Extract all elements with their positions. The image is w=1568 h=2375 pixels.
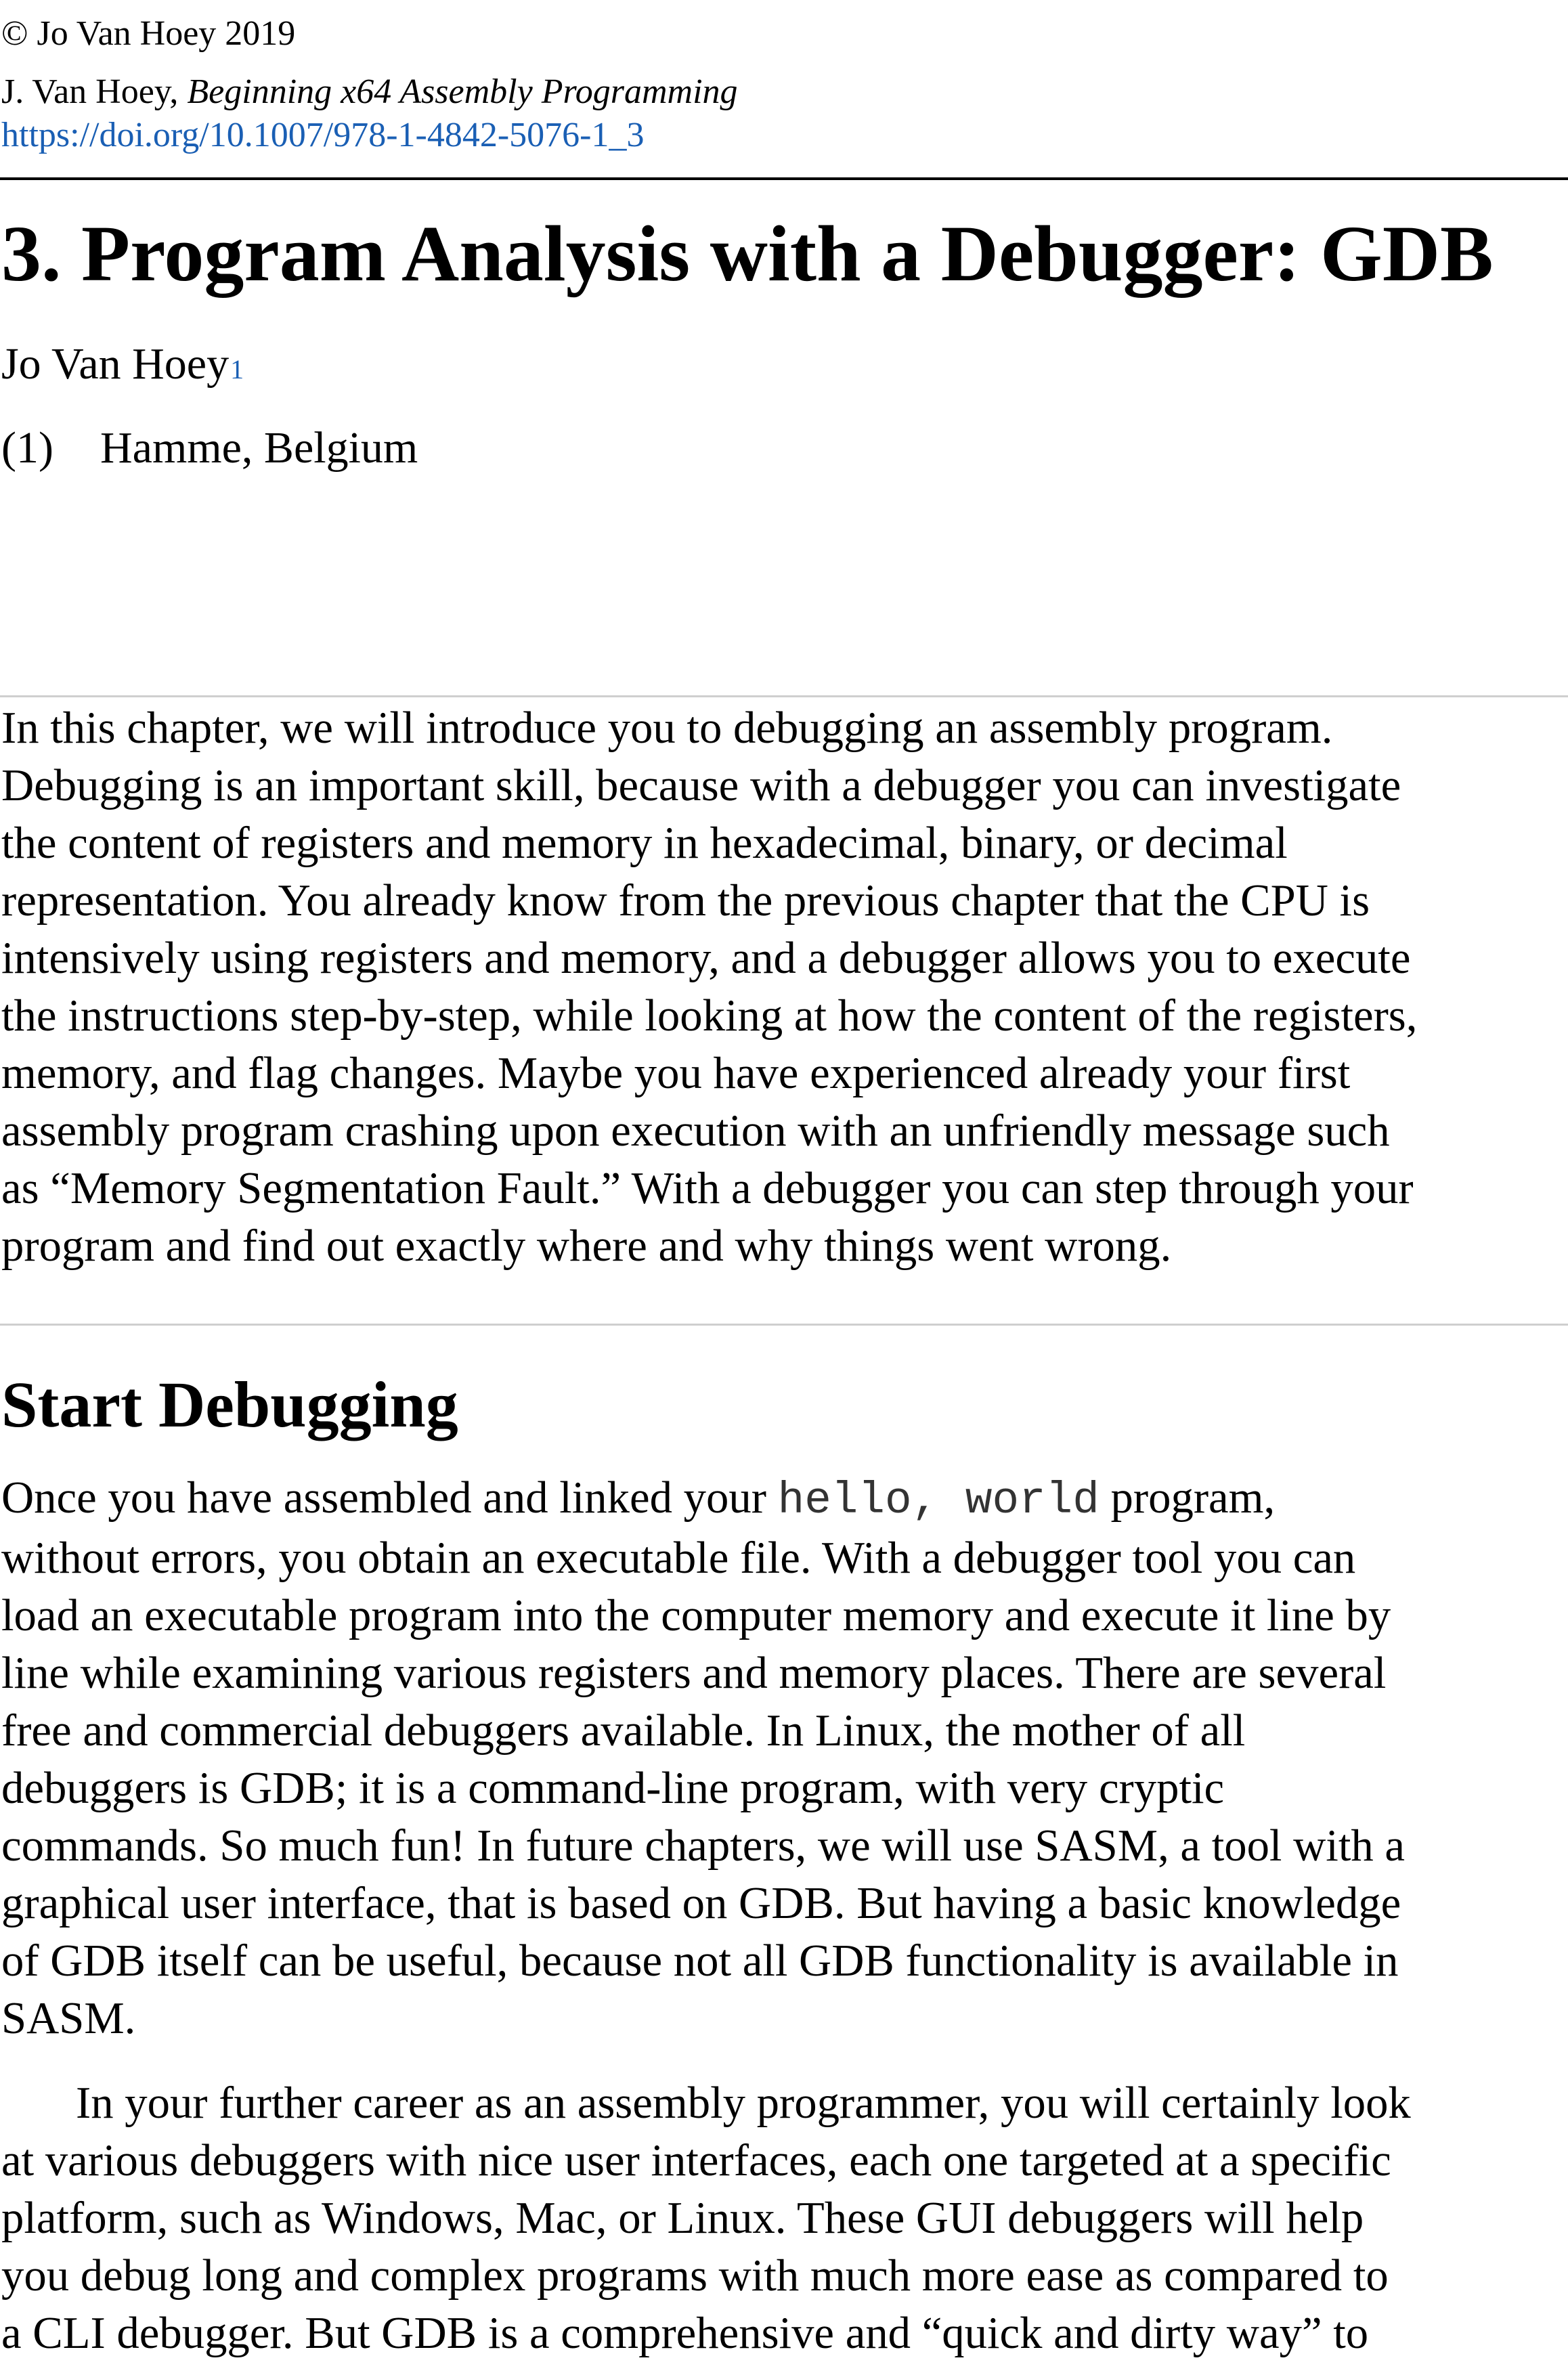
paragraph-line: commands. So much fun! In future chapters, we will use SASM, a tool with a <box>1 1821 1406 1871</box>
paragraph-line: free and commercial debuggers available. In Linux, the mother of all <box>1 1706 1246 1756</box>
paragraph-line: In this chapter, we will introduce you to debugging an assembly program. <box>1 703 1333 753</box>
abstract-divider-bottom <box>0 1324 1568 1326</box>
copyright-notice: © Jo Van Hoey 2019 <box>1 14 296 53</box>
paragraph-line: program and find out exactly where and why things went wrong. <box>1 1221 1172 1271</box>
affiliation-text: Hamme, Belgium <box>100 423 418 473</box>
paragraph-line: as “Memory Segmentation Fault.” With a debugger you can step through your <box>1 1164 1414 1213</box>
author-footnote-link[interactable]: 1 <box>230 354 244 385</box>
header-divider <box>0 177 1568 180</box>
paragraph-text: program, <box>1099 1473 1276 1523</box>
body-paragraph-1 <box>1 1469 1568 2047</box>
citation-block <box>1 70 738 157</box>
paragraph-line: SASM. <box>1 1994 136 2043</box>
affiliation-number: (1) <box>1 423 53 473</box>
paragraph-line: memory, and flag changes. Maybe you have experienced already your first <box>1 1049 1351 1098</box>
author-name: Jo Van Hoey <box>1 339 230 389</box>
body-paragraph-2 <box>1 2074 1568 2362</box>
paragraph-line: platform, such as Windows, Mac, or Linux. These GUI debuggers will help <box>1 2194 1364 2243</box>
paragraph-line: Debugging is an important skill, because with a debugger you can investigate <box>1 761 1401 810</box>
citation-author: J. Van Hoey, <box>1 72 188 111</box>
paragraph-line: at various debuggers with nice user interfaces, each one targeted at a specific <box>1 2136 1391 2185</box>
abstract-paragraph <box>1 699 1568 1275</box>
citation-book-title: Beginning x64 Assembly Programming <box>187 72 738 111</box>
chapter-title: 3. Program Analysis with a Debugger: GDB <box>1 209 1494 298</box>
chapter-author <box>1 330 244 398</box>
doi-link[interactable]: https://doi.org/10.1007/978-1-4842-5076-1_3 <box>1 116 645 154</box>
paragraph-line: you debug long and complex programs with much more ease as compared to <box>1 2251 1389 2301</box>
author-affiliation <box>1 414 418 482</box>
section-title: Start Debugging <box>1 1368 458 1441</box>
paragraph-line: graphical user interface, that is based on GDB. But having a basic knowledge <box>1 1879 1401 1928</box>
paragraph-line: debuggers is GDB; it is a command-line program, with very cryptic <box>1 1764 1225 1813</box>
paragraph-line: intensively using registers and memory, and a debugger allows you to execute <box>1 934 1411 983</box>
paragraph-line: In your further career as an assembly programmer, you will certainly look <box>76 2078 1411 2128</box>
paragraph-line: load an executable program into the computer memory and execute it line by <box>1 1591 1391 1640</box>
paragraph-line: of GDB itself can be useful, because not all GDB functionality is available in <box>1 1936 1399 1986</box>
inline-code: hello, world <box>777 1475 1099 1526</box>
paragraph-line <box>1 1469 1568 1529</box>
paragraph-line: the content of registers and memory in hexadecimal, binary, or decimal <box>1 819 1288 868</box>
paragraph-line: assembly program crashing upon execution with an unfriendly message such <box>1 1106 1390 1156</box>
paragraph-line: line while examining various registers and memory places. There are several <box>1 1649 1387 1698</box>
paragraph-line: a CLI debugger. But GDB is a comprehensive and “quick and dirty way” to <box>1 2309 1369 2358</box>
citation-line <box>1 70 738 114</box>
paragraph-line: without errors, you obtain an executable file. With a debugger tool you can <box>1 1533 1356 1583</box>
paragraph-text: Once you have assembled and linked your <box>1 1473 778 1523</box>
paragraph-line: representation. You already know from the previous chapter that the CPU is <box>1 876 1370 925</box>
abstract-divider-top <box>0 695 1568 697</box>
paragraph-line: the instructions step-by-step, while looking at how the content of the registers, <box>1 991 1418 1041</box>
